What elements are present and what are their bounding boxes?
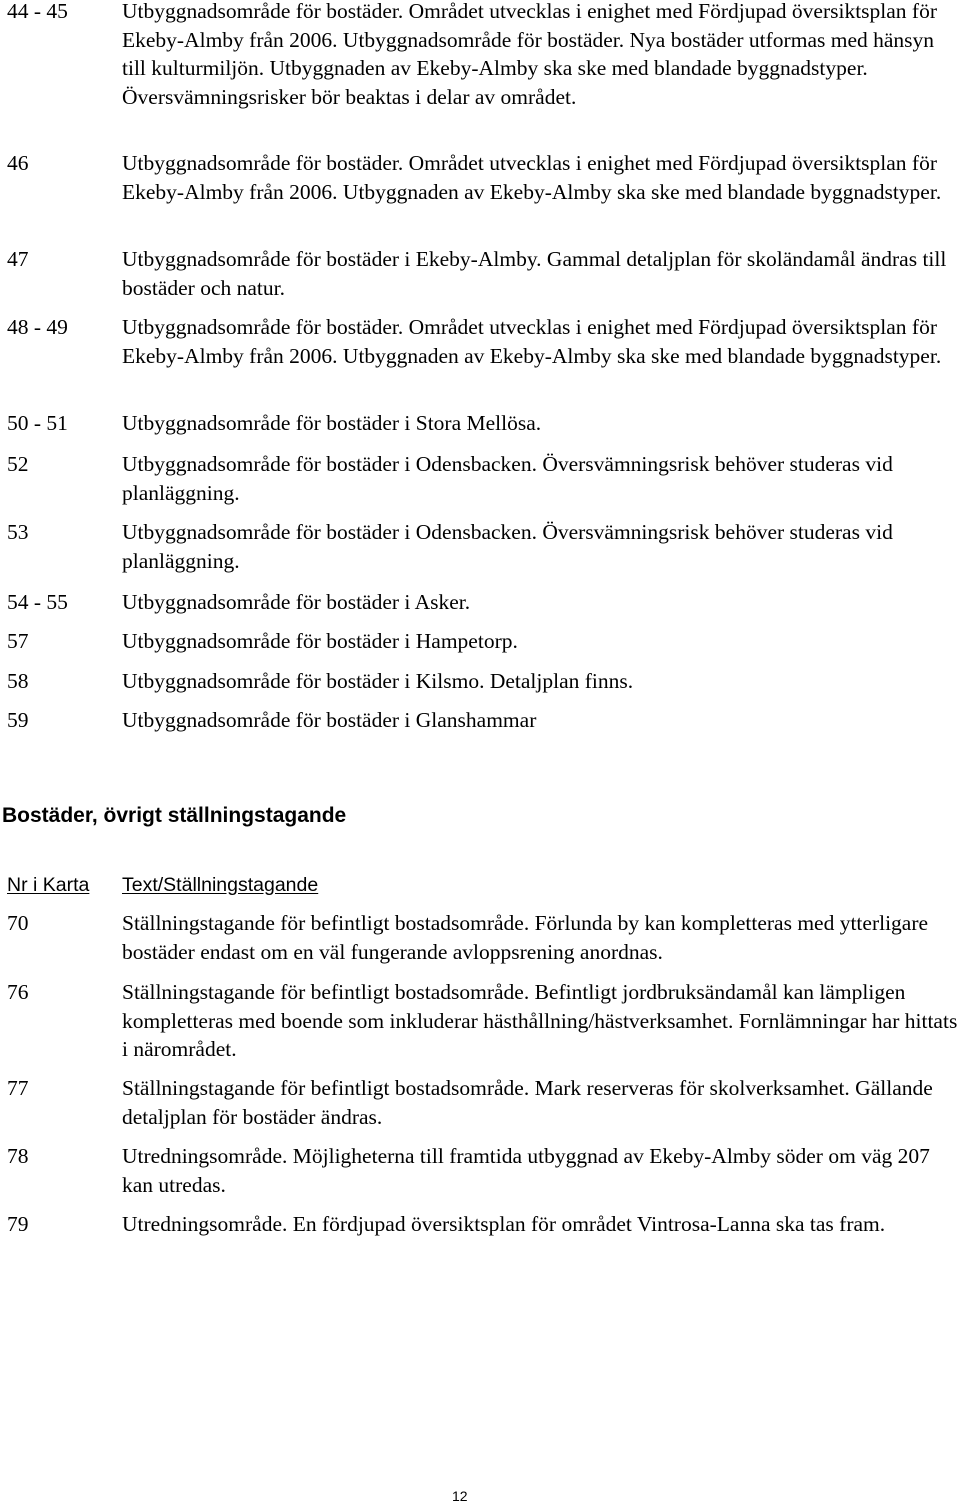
entry-text: Utbyggnadsområde för bostäder i Kilsmo. Detaljplan finns. (122, 669, 634, 693)
entry-text: Utbyggnadsområde för bostäder i Glanshammar (122, 708, 537, 732)
map-number: 48 - 49 (7, 315, 68, 339)
map-number: 50 - 51 (7, 411, 68, 435)
map-number: 57 (7, 629, 29, 653)
entry-text: Utredningsområde. Möjligheterna till framtida utbyggnad av Ekeby-Almby söder om väg 207 kan utredas. (122, 1144, 930, 1197)
map-number: 70 (7, 911, 29, 935)
map-number: 44 - 45 (7, 0, 68, 23)
map-number: 59 (7, 708, 29, 732)
section-heading: Bostäder, övrigt ställningstagande (2, 804, 347, 827)
entry-text: Utbyggnadsområde för bostäder i Hampetorp. (122, 629, 518, 653)
entry-text: Utbyggnadsområde för bostäder i Odensbacken. Översvämningsrisk behöver studeras vid planläggning. (122, 452, 893, 505)
map-number: 52 (7, 452, 29, 476)
entry-text: Ställningstagande för befintligt bostadsområde. Mark reserveras för skolverksamhet. Gällande detaljplan för bostäder ändras. (122, 1076, 933, 1129)
entry-text: Utredningsområde. En fördjupad översiktsplan för området Vintrosa-Lanna ska tas fram. (122, 1212, 886, 1236)
map-number: 79 (7, 1212, 29, 1236)
entry-text: Ställningstagande för befintligt bostadsområde. Befintligt jordbruksändamål kan lämpligen kompletteras med boende som inkluderar hästhållning/hästverksamhet. Fornlämningar har hittats i närområdet. (122, 980, 958, 1061)
entry-text: Utbyggnadsområde för bostäder i Ekeby-Almby. Gammal detaljplan för skoländamål ändras till bostäder och natur. (122, 247, 947, 300)
entry-text: Utbyggnadsområde för bostäder. Området utvecklas i enighet med Fördjupad översiktsplan för Ekeby-Almby från 2006. Utbyggnaden av Ekeby-Almby ska ske med blandade byggnadstyper. (122, 151, 942, 204)
entry-text: Utbyggnadsområde för bostäder i Stora Mellösa. (122, 411, 542, 435)
map-number: 47 (7, 247, 29, 271)
column-header-map-number: Nr i Karta (7, 874, 90, 896)
map-number: 58 (7, 669, 29, 693)
column-header-text: Text/Ställningstagande (122, 874, 319, 896)
entry-text: Utbyggnadsområde för bostäder. Området utvecklas i enighet med Fördjupad översiktsplan för Ekeby-Almby från 2006. Utbyggnadsområde för bostäder. Nya bostäder utformas med hänsyn till kulturmiljön. Utbyggnaden av Ekeby-Almby ska ske med blandade byggnadstyper. Översvämningsrisker bör beaktas i delar av området. (122, 0, 938, 109)
map-number: 54 - 55 (7, 590, 68, 614)
map-number: 78 (7, 1144, 29, 1168)
entry-text: Utbyggnadsområde för bostäder i Odensbacken. Översvämningsrisk behöver studeras vid planläggning. (122, 520, 893, 573)
map-number: 53 (7, 520, 29, 544)
map-number: 76 (7, 980, 29, 1004)
page-number: 12 (452, 1488, 468, 1504)
map-number: 77 (7, 1076, 29, 1100)
map-number: 46 (7, 151, 29, 175)
entry-text: Ställningstagande för befintligt bostadsområde. Förlunda by kan kompletteras med ytterligare bostäder endast om en väl fungerande avloppsrening anordnas. (122, 911, 929, 964)
entry-text: Utbyggnadsområde för bostäder. Området utvecklas i enighet med Fördjupad översiktsplan för Ekeby-Almby från 2006. Utbyggnaden av Ekeby-Almby ska ske med blandade byggnadstyper. (122, 315, 942, 368)
entry-text: Utbyggnadsområde för bostäder i Asker. (122, 590, 471, 614)
